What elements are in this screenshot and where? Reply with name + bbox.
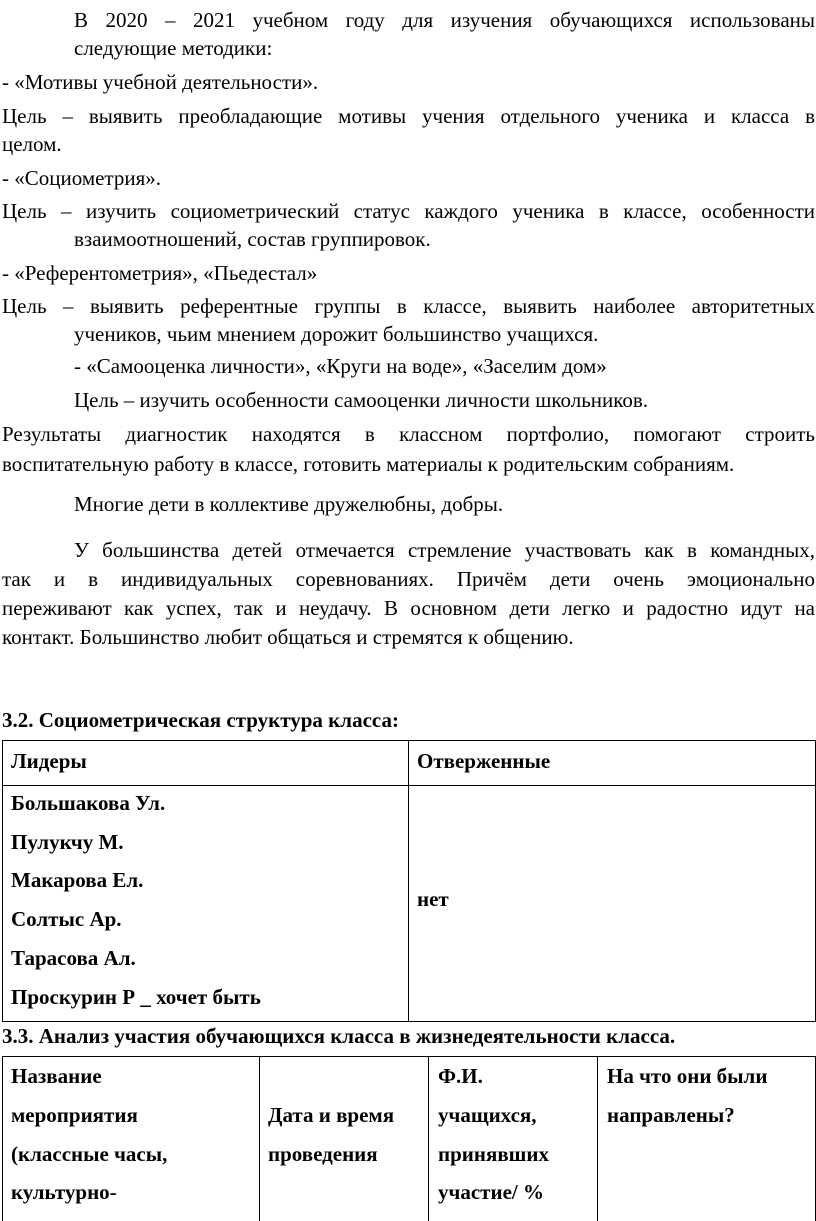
leader-name: Макарова Ел.: [11, 868, 144, 892]
paragraph-line: переживают как успех, так и неудачу. В основном дети легко и радостно идут на: [2, 596, 815, 620]
paragraph-line: следующие методики:: [74, 36, 273, 60]
paragraph-line: У большинства детей отмечается стремление участвовать как в командных,: [74, 538, 815, 562]
method-item: - «Социометрия».: [2, 166, 162, 190]
col-purpose: направлены?: [607, 1103, 735, 1127]
col-event-name: культурно-: [11, 1180, 117, 1204]
paragraph-line: В 2020 – 2021 учебном году для изучения обучающихся использованы: [74, 8, 815, 32]
method-item: - «Мотивы учебной деятельности».: [2, 70, 319, 94]
paragraph-line: Результаты диагностик находятся в классном портфолио, помогают строить: [2, 422, 815, 446]
section-heading: 3.2. Социометрическая структура класса:: [2, 708, 399, 732]
method-item: - «Самооценка личности», «Круги на воде», «Заселим дом»: [74, 354, 607, 378]
leader-name: Пулукчу М.: [11, 830, 124, 854]
leader-name: Большакова Ул.: [11, 791, 166, 815]
paragraph-line: воспитательную работу в классе, готовить материалы к родительским собраниям.: [2, 452, 735, 476]
column-header-leaders: Лидеры: [11, 749, 87, 773]
method-goal: Цель – выявить преобладающие мотивы учения отдельного ученика и класса в: [2, 104, 815, 128]
method-goal: учеников, чьим мнением дорожит большинство учащихся.: [74, 322, 599, 346]
col-event-name: Название: [11, 1064, 102, 1088]
rejected-value: нет: [417, 887, 449, 911]
col-participants: Ф.И.: [438, 1064, 483, 1088]
col-participants: участие/ %: [438, 1180, 544, 1204]
col-event-name: (классные часы,: [11, 1142, 168, 1166]
leader-name: Проскурин Р _ хочет быть: [11, 985, 261, 1009]
section-heading: 3.3. Анализ участия обучающихся класса в жизнедеятельности класса.: [2, 1024, 676, 1048]
paragraph-line: Многие дети в коллективе дружелюбны, добры.: [74, 492, 504, 516]
col-purpose: На что они были: [607, 1064, 768, 1088]
method-goal: взаимоотношений, состав группировок.: [74, 227, 431, 251]
leader-name: Тарасова Ал.: [11, 946, 136, 970]
paragraph-line: контакт. Большинство любит общаться и стремятся к общению.: [2, 625, 574, 649]
col-date-time: Дата и время: [268, 1103, 395, 1127]
col-date-time: проведения: [268, 1142, 378, 1166]
method-goal: Цель – выявить референтные группы в классе, выявить наиболее авторитетных: [2, 294, 815, 318]
method-goal: целом.: [2, 132, 62, 156]
col-event-name: мероприятия: [11, 1103, 138, 1127]
method-item: - «Референтометрия», «Пьедестал»: [2, 261, 318, 285]
paragraph-line: так и в индивидуальных соревнованиях. Причём дети очень эмоционально: [2, 567, 815, 591]
leader-name: Солтыс Ар.: [11, 907, 122, 931]
method-goal: Цель – изучить социометрический статус каждого ученика в классе, особенности: [2, 199, 815, 223]
column-header-rejected: Отверженные: [417, 749, 551, 773]
col-participants: учащихся,: [438, 1103, 537, 1127]
method-goal: Цель – изучить особенности самооценки личности школьников.: [74, 388, 649, 412]
col-participants: принявших: [438, 1142, 550, 1166]
